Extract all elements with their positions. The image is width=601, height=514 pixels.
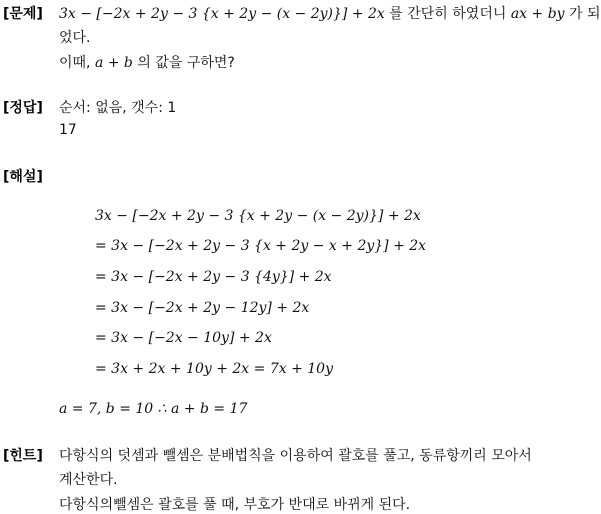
problem-line-2: 었다. [59, 30, 91, 46]
solution-label: [해설] [3, 169, 43, 185]
hint-line-2: 계산한다. [59, 472, 118, 488]
solution-step-5: = 3x − [−2x − 10y] + 2x [95, 330, 272, 346]
answer-value: 17 [59, 122, 77, 138]
solution-step-3: = 3x − [−2x + 2y − 3 {4y}] + 2x [95, 269, 332, 285]
problem-text-1: 를 간단히 하였더니 [384, 6, 511, 22]
solution-step-1: 3x − [−2x + 2y − 3 {x + 2y − (x − 2y)}] + 2x [95, 208, 421, 224]
hint-label: [힌트] [3, 448, 43, 464]
hint-line-1: 다항식의 덧셈과 뺄셈은 분배법칙을 이용하여 괄호를 풀고, 동류항끼리 모아서 [59, 448, 532, 464]
problem-expression: 3x − [−2x + 2y − 3 {x + 2y − (x − 2y)}] + 2x [59, 6, 385, 22]
problem-label: [문제] [3, 6, 43, 22]
solution-step-2: = 3x − [−2x + 2y − 3 {x + 2y − x + 2y}] + 2x [95, 238, 427, 254]
problem-line-3 [59, 52, 235, 72]
problem-text-2: 가 되 [564, 6, 601, 22]
problem-expression-2: ax + by [510, 6, 565, 22]
answer-meta: 순서: 없음, 갯수: 1 [59, 100, 177, 116]
problem-line-3-post: 의 값을 구하면? [132, 55, 235, 71]
hint-line-3: 다항식의뺄셈은 괄호를 풀 때, 부호가 반대로 바뀌게 된다. [59, 497, 411, 513]
problem-line-1 [59, 3, 601, 23]
answer-label: [정답] [3, 100, 43, 116]
solution-conclusion: a = 7, b = 10 ∴ a + b = 17 [59, 401, 248, 417]
solution-step-6: = 3x + 2x + 10y + 2x = 7x + 10y [95, 361, 333, 377]
problem-line-3-expr: a + b [94, 55, 133, 71]
problem-line-3-pre: 이때, [59, 55, 95, 71]
solution-step-4: = 3x − [−2x + 2y − 12y] + 2x [95, 300, 310, 316]
